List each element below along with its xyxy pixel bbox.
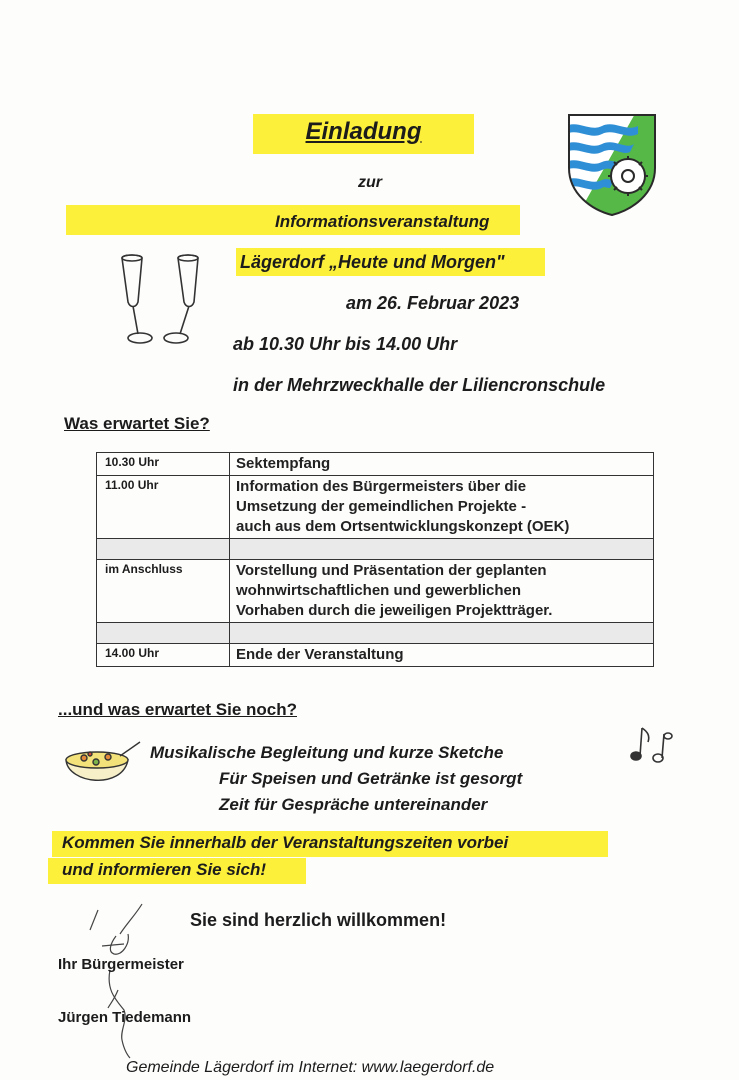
program-line: Information des Bürgermeisters über die (236, 478, 527, 495)
coat-of-arms-icon (566, 112, 658, 218)
program-item (230, 453, 654, 476)
table-row (97, 453, 654, 476)
program-time: 10.30 Uhr (97, 453, 230, 476)
extras-heading: ...und was erwartet Sie noch? (58, 700, 297, 719)
table-spacer-row (97, 539, 654, 560)
program-line: Vorstellung und Präsentation der geplanten (236, 562, 547, 579)
extras-item: Musikalische Begleitung und kurze Sketche (150, 743, 504, 762)
event-time: ab 10.30 Uhr bis 14.00 Uhr (233, 334, 458, 354)
program-line: auch aus dem Ortsentwicklungskonzept (OEK) (236, 518, 570, 535)
extras-item: Für Speisen und Getränke ist gesorgt (219, 769, 523, 788)
table-row (97, 476, 654, 539)
cta-line: Kommen Sie innerhalb der Veranstaltungszeiten vorbei (62, 833, 509, 852)
program-line: Umsetzung der gemeindlichen Projekte - (236, 498, 527, 515)
event-type: Informationsveranstaltung (275, 212, 490, 231)
program-time: im Anschluss (97, 560, 230, 623)
program-line: wohnwirtschaftlichen und gewerblichen (236, 582, 522, 599)
program-time: 11.00 Uhr (97, 476, 230, 539)
signature (80, 900, 160, 1060)
mayor-role: Ihr Bürgermeister (58, 956, 184, 973)
extras-item: Zeit für Gespräche untereinander (219, 795, 488, 814)
program-item (230, 644, 654, 667)
event-name: Lägerdorf „Heute und Morgen" (240, 252, 505, 272)
table-spacer-row (97, 623, 654, 644)
program-line: Vorhaben durch die jeweiligen Projektträger. (236, 602, 553, 619)
program-table (96, 452, 654, 667)
program-heading: Was erwartet Sie? (64, 414, 210, 433)
cta-line: und informieren Sie sich! (62, 860, 267, 879)
program-item (230, 560, 654, 623)
subtitle-zur: zur (358, 174, 382, 191)
mayor-name: Jürgen Tiedemann (58, 1009, 192, 1026)
program-line: Ende der Veranstaltung (236, 646, 404, 663)
footer-website: Gemeinde Lägerdorf im Internet: www.laegerdorf.de (126, 1059, 495, 1076)
page-title: Einladung (305, 118, 422, 145)
champagne-glasses-icon (116, 250, 214, 350)
program-line: Sektempfang (236, 455, 331, 472)
welcome-text: Sie sind herzlich willkommen! (190, 910, 447, 930)
music-note-icon (628, 722, 674, 766)
food-bowl-icon (62, 738, 144, 796)
program-time: 14.00 Uhr (97, 644, 230, 667)
event-location: in der Mehrzweckhalle der Liliencronschule (233, 375, 606, 395)
event-date: am 26. Februar 2023 (346, 293, 520, 313)
program-item (230, 476, 654, 539)
table-row (97, 560, 654, 623)
table-row (97, 644, 654, 667)
